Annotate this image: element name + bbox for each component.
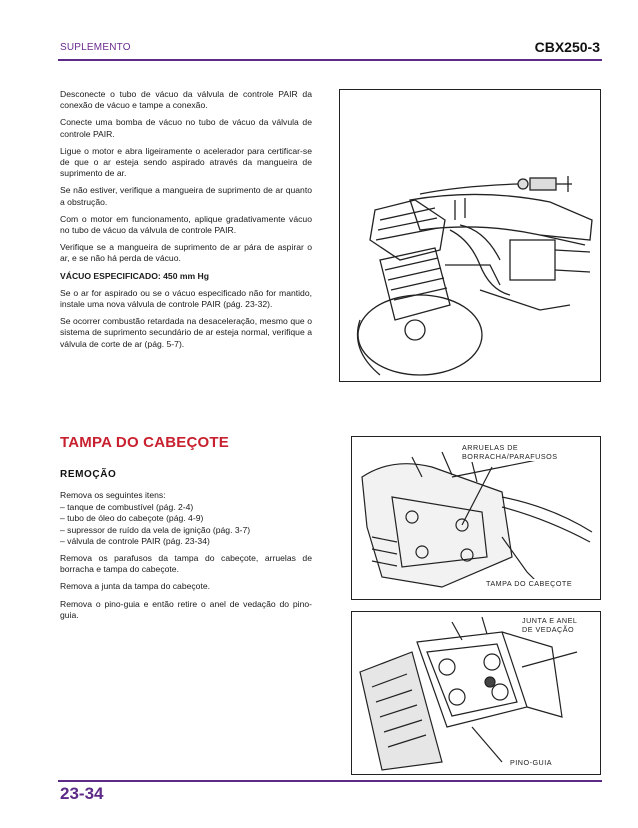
paragraph: Desconecte o tubo de vácuo da válvula de controle PAIR da conexão de vácuo e tampe a conexão. [60,89,312,111]
removal-text-column [60,490,312,627]
vacuum-spec: VÁCUO ESPECIFICADO: 450 mm Hg [60,270,209,281]
paragraph: Se não estiver, verifique a mangueira de suprimento de ar quanto a obstrução. [60,185,312,207]
removal-list [60,502,312,547]
list-item: – válvula de controle PAIR (pág. 23-34) [60,535,210,546]
top-text-column [60,89,312,356]
paragraph: Com o motor em funcionamento, aplique gradativamente vácuo no tubo de vácuo da válvula de controle PAIR. [60,213,312,236]
head-cover-illustration [352,437,600,599]
paragraph: Se o ar for aspirado ou se o vácuo especificado não for mantido, instale uma nova válvula de controle PAIR (pág. 23-32). [60,287,312,310]
header-section-name: SUPLEMENTO [60,42,131,53]
header-model: CBX250-3 [534,39,600,55]
label-dowel-pin: PINO-GUIA [510,758,553,767]
label-gasket-2: DE VEDAÇÃO [522,625,575,634]
label-rubber-washers-1: ARRUELAS DE [462,443,519,452]
gasket-illustration [352,612,600,774]
section-subtitle: REMOÇÃO [60,469,117,480]
removal-intro: Remova os seguintes itens: [60,490,166,500]
paragraph: Ligue o motor e abra ligeiramente o acelerador para certificar-se de que o ar esteja sendo aspirado através da mangueira de suprimento de ar. [60,145,312,179]
figure-vacuum-pump-test [339,89,601,382]
list-item: – tubo de óleo do cabeçote (pág. 4-9) [60,513,204,524]
label-gasket-1: JUNTA E ANEL [522,616,578,625]
footer-divider [58,780,602,782]
list-item: – supressor de ruído da vela de ignição (pág. 3-7) [60,524,251,535]
header-divider [58,59,602,61]
figure-gasket-dowel [351,611,601,775]
paragraph: Conecte uma bomba de vácuo no tubo de vácuo da válvula de controle PAIR. [60,117,312,139]
paragraph: Verifique se a mangueira de suprimento de ar pára de aspirar o ar, e se não há perda de vácuo. [60,242,312,264]
page-number: 23-34 [60,784,104,803]
paragraph: Remova o pino-guia e então retire o anel de vedação do pino-guia. [60,598,312,620]
list-item: – tanque de combustível (pág. 2-4) [60,502,194,513]
figure-head-cover-bolts [351,436,601,600]
engine-illustration [340,90,600,381]
label-rubber-washers-2: BORRACHA/PARAFUSOS [462,452,558,461]
paragraph: Remova a junta da tampa do cabeçote. [60,581,211,592]
paragraph: Remova os parafusos da tampa do cabeçote, arruelas de borracha e tampa do cabeçote. [60,553,312,575]
label-head-cover: TAMPA DO CABEÇOTE [486,579,573,588]
paragraph: Se ocorrer combustão retardada na desaceleração, mesmo que o sistema de suprimento secundário de ar esteja normal, verifique a válvula de corte de ar (pág. 5-7). [60,316,312,349]
section-title: TAMPA DO CABEÇOTE [60,434,229,451]
